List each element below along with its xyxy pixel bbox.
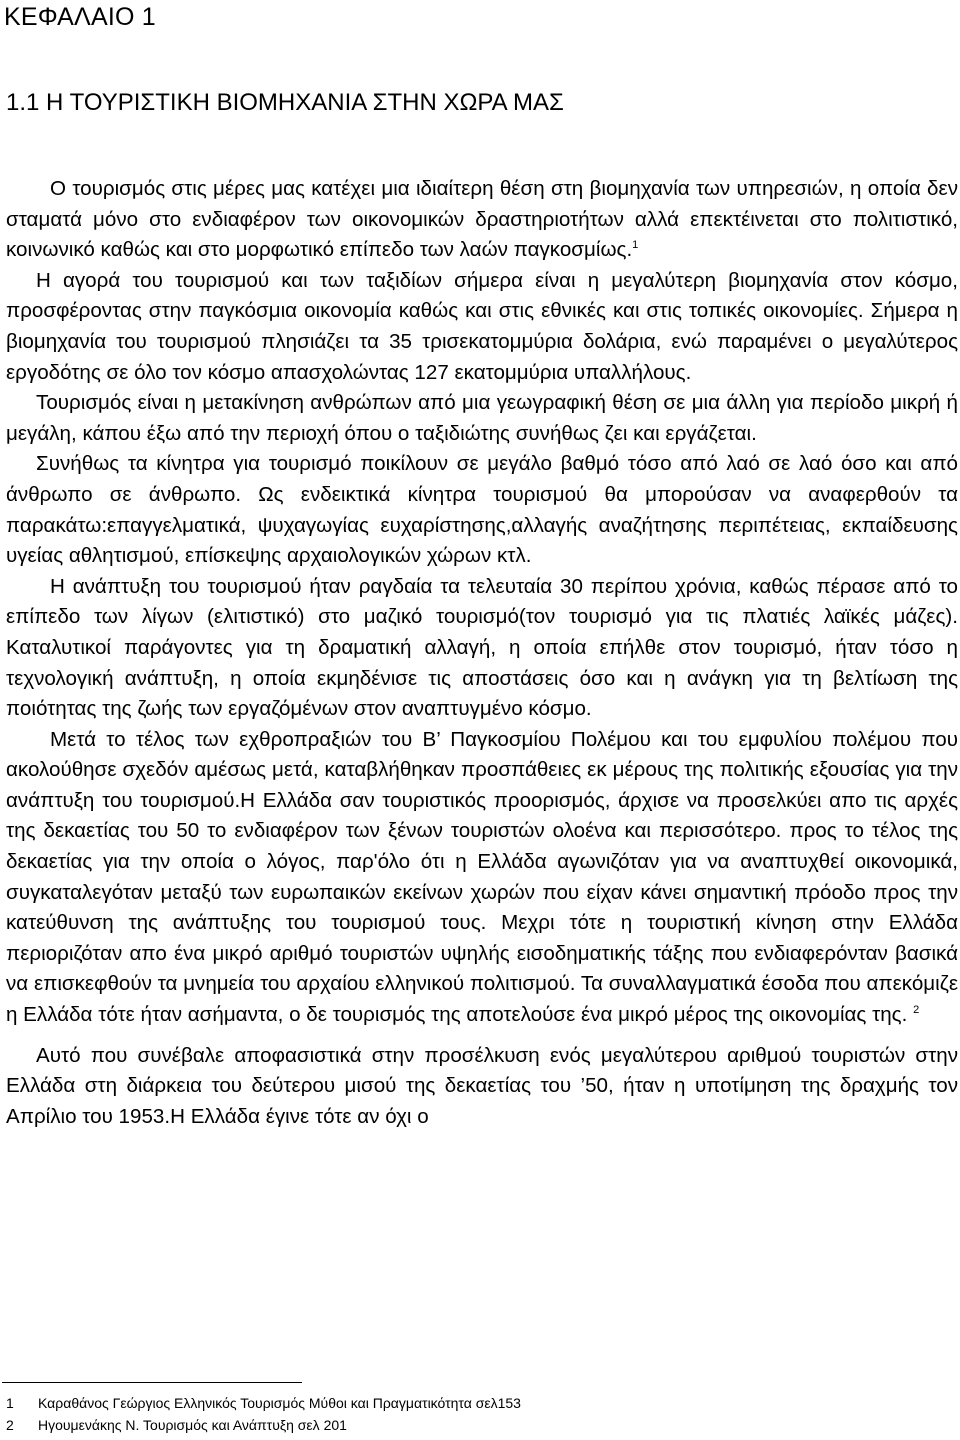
- footnote: [6, 1414, 906, 1436]
- footnote-number: 1: [6, 1395, 14, 1411]
- footnote-number: 2: [6, 1417, 14, 1433]
- footnote-text: Ηγουμενάκης Ν. Τουρισμός και Ανάπτυξη σελ 201: [38, 1417, 347, 1433]
- body-text: [6, 174, 958, 1132]
- paragraph: Τουρισμός είναι η μετακίνηση ανθρώπων από μια γεωγραφική θέση σε μια άλλη για περίοδο μικρή ή μεγάλη, κάπου έξω από την περιοχή όπου ο ταξιδιώτης συνήθως ζει και εργάζεται.: [6, 391, 958, 445]
- section-heading: 1.1 Η ΤΟΥΡΙΣΤΙΚΗ ΒΙΟΜΗΧΑΝΙΑ ΣΤΗΝ ΧΩΡΑ ΜΑΣ: [6, 89, 564, 116]
- paragraph: Μετά το τέλος των εχθροπραξιών του Β’ Παγκοσμίου Πολέμου και του εμφυλίου πολέμου που ακολούθησε σχεδόν αμέσως μετά, καταβλήθηκαν προσπάθειες εκ μέρους της πολιτικής εξουσίας για την ανάπτυξη του τουρισμού.Η Ελλάδα σαν τουριστικός προορισμός, άρχισε να προσελκύει απο τις αρχές της δεκαετίας του 50 το ενδιαφέρον των ξένων τουριστών ολοένα και περισσότερο. προς το τέλος της δεκαετίας για την οποία ο λόγος, παρ'όλο ότι η Ελλάδα αγωνιζόταν για να αναπτυχθεί οικονομικά, συγκαταλεγόταν μεταξύ των ευρωπαικών εκείνων χωρών που είχαν κάνει σημαντική πρόοδο προς την κατεύθυνση της ανάπτυξης του τουρισμού τους. Μεχρι τότε η τουριστική κίνηση στην Ελλάδα περιοριζόταν απο ένα μικρό αριθμό τουριστών υψηλής εισοδηματικής τάξης που ενδιαφερόνταν βασικά να επισκεφθούν τα μνημεία του αρχαίου ελληνικού πολιτισμού. Τα συναλλαγματικά έσοδα που απεκόμιζε η Ελλάδα τότε ήταν ασήμαντα, ο δε τουρισμός της αποτελούσε ένα μικρό μέρος της οικονομίας της. $^2$: [6, 727, 958, 1027]
- footnotes: [6, 1392, 906, 1436]
- footnote-ref[interactable]: 1: [632, 239, 639, 252]
- chapter-heading: ΚΕΦΑΛΑΙΟ 1: [4, 3, 156, 31]
- footnote-separator: [2, 1382, 302, 1383]
- paragraph: Η αγορά του τουρισμού και των ταξιδίων σήμερα είναι η μεγαλύτερη βιομηχανία στον κόσμο, προσφέροντας στην παγκόσμια οικονομία καθώς και στις εθνικές και στις τοπικές οικονομίες. Σήμερα η βιομηχανία του τουρισμού πλησιάζει τα 35 τρισεκατομμύρια δολάρια, ενώ παραμένει ο μεγαλύτερος εργοδότης σε όλο τον κόσμο απασχολώντας 127 εκατομμύρια υπαλλήλους.: [6, 268, 958, 384]
- paragraph: Η ανάπτυξη του τουρισμού ήταν ραγδαία τα τελευταία 30 περίπου χρόνια, καθώς πέρασε από το επίπεδο των λίγων (ελιτιστικό) στο μαζικό τουρισμό(τον τουρισμό για τις πλατιές λαϊκές μάζες). Καταλυτικοί παράγοντες για τη δραματική αλλαγή, η οποία επήλθε στον τουρισμό, ήταν τόσο η τεχνολογική ανάπτυξη, η οποία εκμηδένισε τις αποστάσεις όσο και η ανάγκη για τη βελτίωση της ποιότητας της ζωής των εργαζόμένων στον αναπτυγμένο κόσμο.: [6, 574, 958, 721]
- footnote-ref[interactable]: 2: [913, 1004, 920, 1017]
- paragraph: Ο τουρισμός στις μέρες μας κατέχει μια ιδιαίτερη θέση στη βιομηχανία των υπηρεσιών, η οποία δεν σταματά μόνο στο ενδιαφέρον των οικονομικών δραστηριοτήτων αλλά επεκτέινεται στο πολιτιστικό, κοινωνικό καθώς και στο μορφωτικό επίπεδο των λαών παγκοσμίως.$^1$: [6, 177, 958, 262]
- paragraph: Αυτό που συνέβαλε αποφασιστικά στην προσέλκυση ενός μεγαλύτερου αριθμού τουριστών στην Ελλάδα στη διάρκεια του δεύτερου μισού της δεκαετίας του ’50, ήταν η υποτίμηση της δραχμής τον Απρίλιο του 1953.Η Ελλάδα έγινε τότε αν όχι ο: [6, 1043, 958, 1128]
- footnote: [6, 1392, 906, 1414]
- paragraph: Συνήθως τα κίνητρα για τουρισμό ποικίλουν σε μεγάλο βαθμό τόσο από λαό σε λαό όσο και από άνθρωπο σε άνθρωπο. Ως ενδεικτικά κίνητρα τουρισμού θα μπορούσαν να αναφερθούν τα παρακάτω:επαγγελματικά, ψυχαγωγίας ευχαρίστησης,αλλαγής αναζήτησης περιπέτειας, εκπαίδευσης υγείας αθλητισμού, επίσκεψης αρχαιολογικών χώρων κτλ.: [6, 452, 958, 568]
- footnote-text: Καραθάνος Γεώργιος Ελληνικός Τουρισμός Μύθοι και Πραγματικότητα σελ153: [38, 1395, 521, 1411]
